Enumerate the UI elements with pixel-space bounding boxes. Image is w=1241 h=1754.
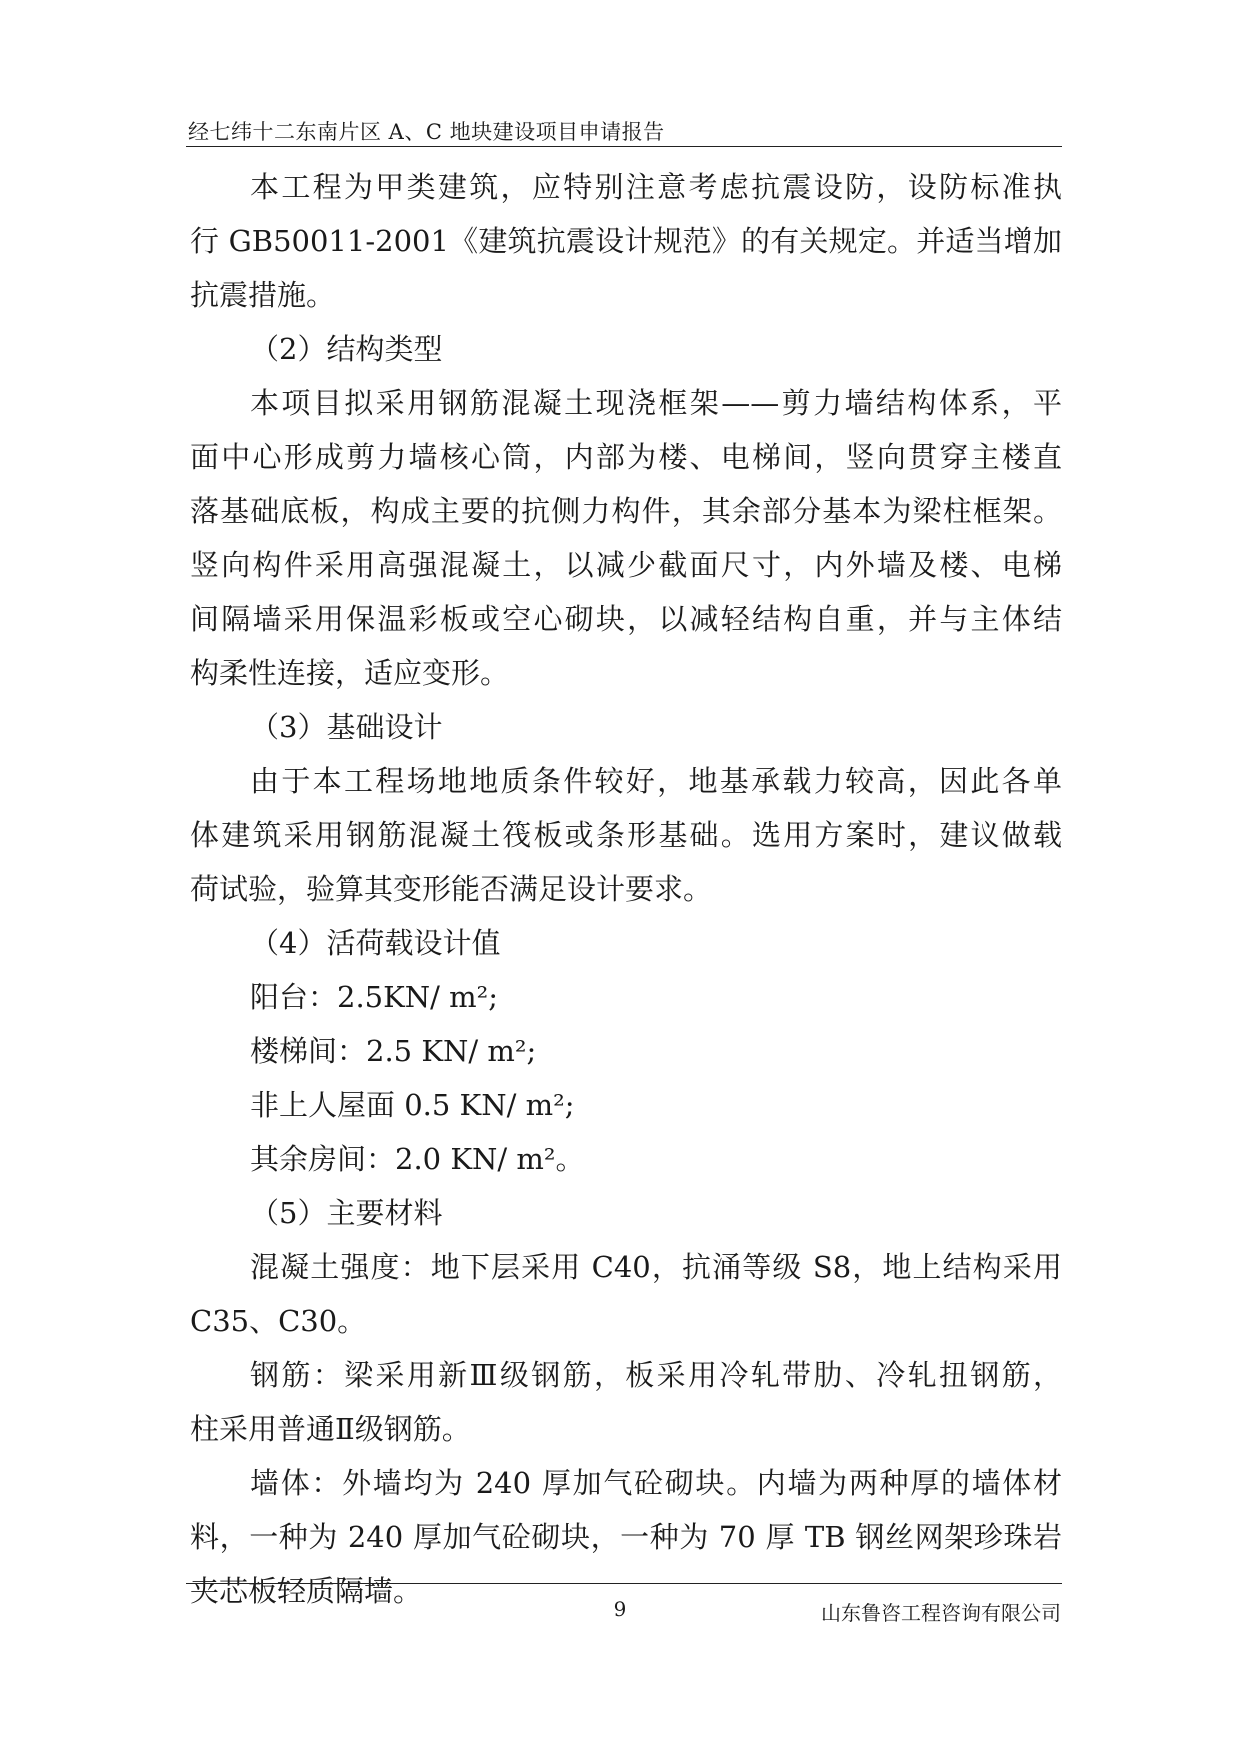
section-heading: （4）活荷载设计值 xyxy=(250,926,501,960)
text-line: 落基础底板，构成主要的抗侧力构件，其余部分基本为梁柱框架。 xyxy=(190,494,1062,528)
text-line: 间隔墙采用保温彩板或空心砌块，以减轻结构自重，并与主体结 xyxy=(190,602,1062,636)
text-line: C35、C30。 xyxy=(190,1304,367,1338)
text-line: 面中心形成剪力墙核心筒，内部为楼、电梯间，竖向贯穿主楼直 xyxy=(190,440,1062,474)
text-line: 由于本工程场地地质条件较好，地基承载力较高，因此各单 xyxy=(250,764,1062,798)
text-line: 夹芯板轻质隔墙。 xyxy=(190,1574,423,1608)
section-heading: （3）基础设计 xyxy=(250,710,443,744)
text-line: 荷试验，验算其变形能否满足设计要求。 xyxy=(190,872,713,906)
text-line: 抗震措施。 xyxy=(190,278,336,312)
load-value-line: 其余房间：2.0 KN/ m²。 xyxy=(250,1142,585,1176)
text-line: 行 GB50011-2001《建筑抗震设计规范》的有关规定。并适当增加 xyxy=(190,224,1062,258)
footer-divider xyxy=(186,1583,1062,1584)
text-line: 竖向构件采用高强混凝土，以减少截面尺寸，内外墙及楼、电梯 xyxy=(190,548,1062,582)
company-name: 山东鲁咨工程咨询有限公司 xyxy=(821,1601,1061,1625)
text-line: 钢筋：梁采用新Ⅲ级钢筋，板采用冷轧带肋、冷轧扭钢筋， xyxy=(250,1358,1062,1392)
text-line: 料，一种为 240 厚加气砼砌块，一种为 70 厚 TB 钢丝网架珍珠岩 xyxy=(190,1520,1062,1554)
header-divider xyxy=(186,146,1062,147)
text-line: 柱采用普通Ⅱ级钢筋。 xyxy=(190,1412,471,1446)
text-line: 本工程为甲类建筑，应特别注意考虑抗震设防，设防标准执 xyxy=(250,170,1062,204)
load-value-line: 阳台：2.5KN/ m²; xyxy=(250,980,499,1014)
section-heading: （2）结构类型 xyxy=(250,332,443,366)
load-value-line: 楼梯间：2.5 KN/ m²; xyxy=(250,1034,537,1068)
load-value-line: 非上人屋面 0.5 KN/ m²; xyxy=(250,1088,575,1122)
text-line: 本项目拟采用钢筋混凝土现浇框架——剪力墙结构体系，平 xyxy=(250,386,1062,420)
text-line: 体建筑采用钢筋混凝土筏板或条形基础。选用方案时，建议做载 xyxy=(190,818,1062,852)
text-line: 混凝土强度：地下层采用 C40，抗涌等级 S8，地上结构采用 xyxy=(250,1250,1062,1284)
page-number: 9 xyxy=(613,1597,627,1621)
section-heading: （5）主要材料 xyxy=(250,1196,443,1230)
text-line: 构柔性连接，适应变形。 xyxy=(190,656,510,690)
document-body xyxy=(190,160,1062,1618)
text-line: 墙体：外墙均为 240 厚加气砼砌块。内墙为两种厚的墙体材 xyxy=(250,1466,1062,1500)
running-header: 经七纬十二东南片区 A、C 地块建设项目申请报告 xyxy=(188,120,665,144)
